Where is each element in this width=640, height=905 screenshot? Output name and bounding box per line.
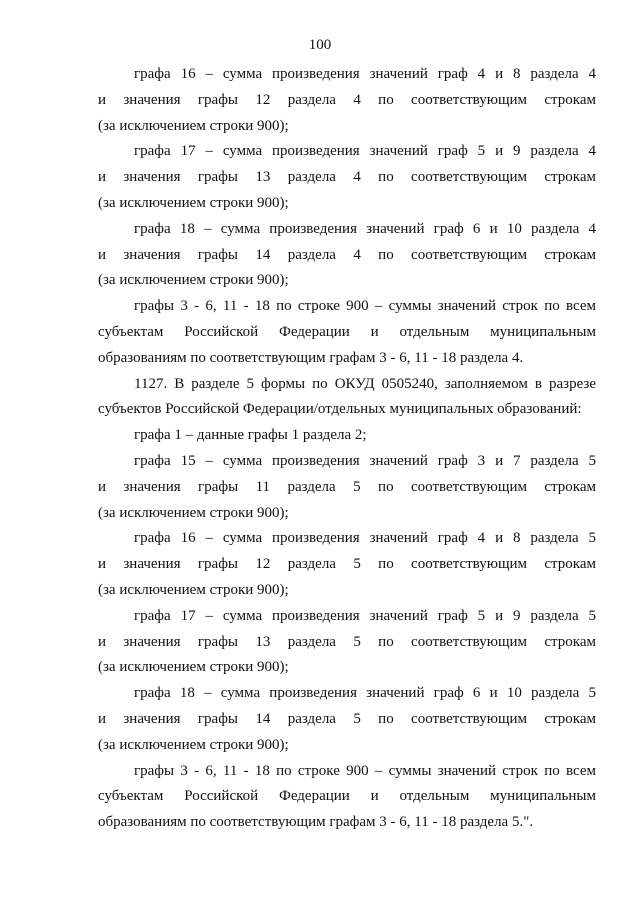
text-line: субъектам Российской Федерации и отдельным муниципальным [98,788,596,805]
text-line: и значения графы 12 раздела 5 по соответствующим строкам [98,556,596,573]
text-line: графы 3 - 6, 11 - 18 по строке 900 – суммы значений строк по всем [134,298,596,315]
page-number: 100 [308,37,332,53]
text-line: и значения графы 13 раздела 4 по соответствующим строкам [98,169,596,186]
text-line: и значения графы 13 раздела 5 по соответствующим строкам [98,633,596,650]
text-line: графа 16 – сумма произведения значений граф 4 и 8 раздела 4 [134,66,596,82]
text-line: 1127. В разделе 5 формы по ОКУД 0505240, заполняемом в разрезе [134,375,596,392]
text-line: графа 18 – сумма произведения значений граф 6 и 10 раздела 5 [134,685,596,702]
text-line: (за исключением строки 900); [98,581,289,598]
text-line: (за исключением строки 900); [98,272,289,289]
text-line: (за исключением строки 900); [98,194,289,211]
text-line: (за исключением строки 900); [98,736,289,753]
text-line: и значения графы 11 раздела 5 по соответствующим строкам [98,478,596,495]
text-line: графа 1 – данные графы 1 раздела 2; [134,427,367,444]
text-line: (за исключением строки 900); [98,117,289,134]
text-line: графа 18 – сумма произведения значений граф 6 и 10 раздела 4 [134,220,596,237]
text-line: образованиям по соответствующим графам 3 - 6, 11 - 18 раздела 5.". [98,814,534,831]
text-line: (за исключением строки 900); [98,504,289,521]
text-line: субъектам Российской Федерации и отдельным муниципальным [98,323,596,340]
text-line: графа 17 – сумма произведения значений граф 5 и 9 раздела 5 [134,607,596,624]
document-body [98,62,596,836]
text-line: образованиям по соответствующим графам 3 - 6, 11 - 18 раздела 4. [98,349,524,366]
text-line: субъектов Российской Федерации/отдельных муниципальных образований: [98,401,582,418]
text-line: (за исключением строки 900); [98,659,289,676]
text-line: и значения графы 14 раздела 5 по соответствующим строкам [98,710,596,727]
text-line: и значения графы 14 раздела 4 по соответствующим строкам [98,246,596,263]
text-line: графы 3 - 6, 11 - 18 по строке 900 – суммы значений строк по всем [134,762,596,779]
text-line: графа 17 – сумма произведения значений граф 5 и 9 раздела 4 [134,143,596,160]
text-line: графа 16 – сумма произведения значений граф 4 и 8 раздела 5 [134,530,596,547]
text-line: графа 15 – сумма произведения значений граф 3 и 7 раздела 5 [134,452,596,469]
text-line: и значения графы 12 раздела 4 по соответствующим строкам [98,91,596,108]
